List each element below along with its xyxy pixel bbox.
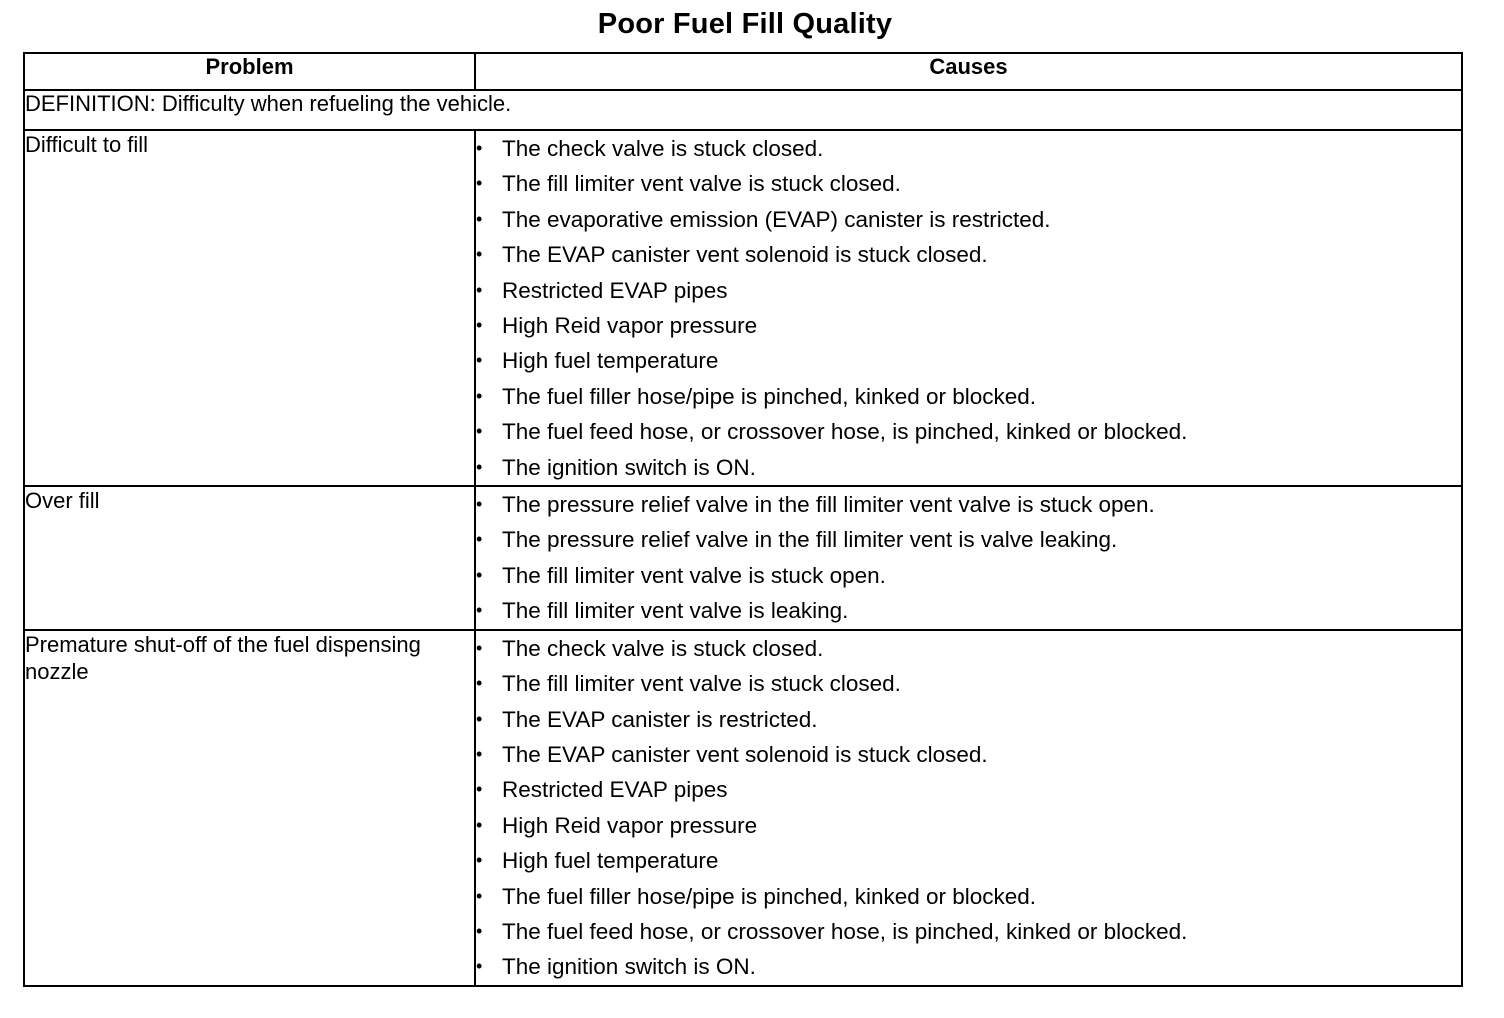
cause-text: The evaporative emission (EVAP) canister is restricted.: [502, 206, 1051, 232]
bullet-icon: •: [476, 173, 483, 194]
cause-text: Restricted EVAP pipes: [502, 277, 728, 303]
causes-list: [476, 131, 1461, 485]
list-item: [476, 273, 1461, 308]
list-item: [476, 558, 1461, 593]
cause-text: The ignition switch is ON.: [502, 454, 756, 480]
causes-cell: [475, 630, 1462, 986]
list-item: [476, 808, 1461, 843]
cause-text: The EVAP canister is restricted.: [502, 706, 818, 732]
list-item: [476, 666, 1461, 701]
list-item: [476, 593, 1461, 628]
list-item: [476, 487, 1461, 522]
table-row: [24, 486, 1462, 630]
bullet-icon: •: [476, 564, 483, 585]
cause-text: High Reid vapor pressure: [502, 313, 758, 339]
bullet-icon: •: [476, 956, 483, 977]
bullet-icon: •: [476, 529, 483, 550]
problem-cell: Premature shut-off of the fuel dispensing nozzle: [24, 630, 475, 986]
bullet-icon: •: [476, 600, 483, 621]
bullet-icon: •: [476, 208, 483, 229]
table-row: [24, 130, 1462, 486]
causes-cell: [475, 130, 1462, 486]
list-item: [476, 879, 1461, 914]
cause-text: The fuel feed hose, or crossover hose, is pinched, kinked or blocked.: [502, 918, 1188, 944]
table-row: [24, 630, 1462, 986]
problem-rows: [24, 130, 1462, 986]
bullet-icon: •: [476, 743, 483, 764]
cause-text: The fuel feed hose, or crossover hose, is pinched, kinked or blocked.: [502, 419, 1188, 445]
cause-text: The fuel filler hose/pipe is pinched, kinked or blocked.: [502, 883, 1037, 909]
page-title: Poor Fuel Fill Quality: [597, 8, 893, 40]
cause-text: The EVAP canister vent solenoid is stuck closed.: [502, 242, 988, 268]
list-item: [476, 631, 1461, 666]
causes-cell: [475, 486, 1462, 630]
cause-text: The pressure relief valve in the fill limiter vent valve is stuck open.: [502, 492, 1155, 518]
cause-text: Restricted EVAP pipes: [502, 777, 728, 803]
bullet-icon: •: [476, 350, 483, 371]
list-item: [476, 522, 1461, 557]
definition-row: [24, 90, 1462, 130]
bullet-icon: •: [476, 385, 483, 406]
list-item: [476, 737, 1461, 772]
bullet-icon: •: [476, 494, 483, 515]
bullet-icon: •: [476, 708, 483, 729]
header-causes: Causes: [475, 53, 1462, 90]
bullet-icon: •: [476, 814, 483, 835]
cause-text: The fill limiter vent valve is stuck closed.: [502, 671, 901, 697]
cause-text: The fill limiter vent valve is stuck open.: [502, 562, 886, 588]
header-row: [24, 53, 1462, 90]
bullet-icon: •: [476, 920, 483, 941]
bullet-icon: •: [476, 885, 483, 906]
bullet-icon: •: [476, 637, 483, 658]
list-item: [476, 308, 1461, 343]
bullet-icon: •: [476, 315, 483, 336]
causes-list: [476, 487, 1461, 629]
cause-text: The fill limiter vent valve is leaking.: [502, 598, 849, 624]
header-problem: Problem: [24, 53, 475, 90]
cause-text: The pressure relief valve in the fill limiter vent is valve leaking.: [502, 527, 1118, 553]
cause-text: The check valve is stuck closed.: [502, 136, 824, 161]
bullet-icon: •: [476, 850, 483, 871]
list-item: [476, 343, 1461, 378]
list-item: [476, 166, 1461, 201]
cause-text: The fill limiter vent valve is stuck closed.: [502, 171, 901, 197]
cause-text: High fuel temperature: [502, 848, 719, 874]
list-item: [476, 914, 1461, 949]
problem-cell: Over fill: [24, 486, 475, 630]
list-item: [476, 202, 1461, 237]
list-item: [476, 450, 1461, 485]
bullet-icon: •: [476, 779, 483, 800]
list-item: [476, 949, 1461, 984]
definition-text: DEFINITION: Difficulty when refueling the vehicle.: [24, 90, 1462, 130]
cause-text: High Reid vapor pressure: [502, 812, 758, 838]
list-item: [476, 843, 1461, 878]
cause-text: The ignition switch is ON.: [502, 954, 756, 980]
cause-text: The check valve is stuck closed.: [502, 635, 824, 661]
cause-text: The EVAP canister vent solenoid is stuck closed.: [502, 741, 988, 767]
cause-text: The fuel filler hose/pipe is pinched, kinked or blocked.: [502, 383, 1037, 409]
bullet-icon: •: [476, 138, 483, 158]
bullet-icon: •: [476, 456, 483, 477]
bullet-icon: •: [476, 673, 483, 694]
list-item: [476, 237, 1461, 272]
causes-list: [476, 631, 1461, 985]
bullet-icon: •: [476, 279, 483, 300]
problem-cell: Difficult to fill: [24, 130, 475, 486]
diagnosis-table: [23, 52, 1463, 987]
bullet-icon: •: [476, 421, 483, 442]
list-item: [476, 379, 1461, 414]
bullet-icon: •: [476, 244, 483, 265]
list-item: [476, 131, 1461, 166]
list-item: [476, 414, 1461, 449]
list-item: [476, 772, 1461, 807]
cause-text: High fuel temperature: [502, 348, 719, 374]
list-item: [476, 702, 1461, 737]
